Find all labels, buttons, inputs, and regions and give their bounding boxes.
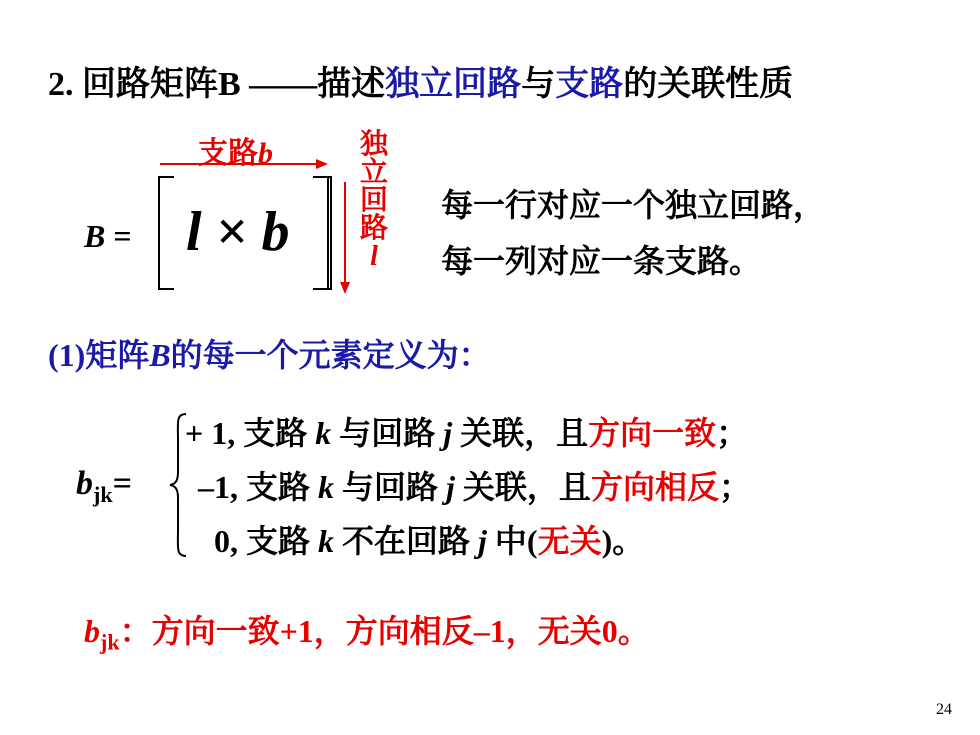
case-text: 不在回路 [334, 523, 479, 559]
matrix-left-bracket [158, 176, 174, 290]
case-text: 中( [486, 523, 538, 559]
section-subtitle [48, 330, 491, 376]
loop-axis-text: 独立回路 [359, 129, 388, 244]
definition-case-minus-one [198, 462, 751, 508]
loop-arrow-icon [339, 182, 351, 297]
case-text: 关联，且 [452, 415, 589, 451]
case-text: 与回路 [331, 415, 444, 451]
case-text: 与回路 [334, 469, 447, 505]
loop-axis-var: l [370, 241, 378, 272]
definition-case-zero [214, 516, 644, 562]
description-row: 每一行对应一个独立回路， [441, 187, 826, 223]
definition-lhs [76, 465, 132, 508]
case-text: 关联，且 [454, 469, 591, 505]
subtitle-suffix: 的每一个元素定义为： [170, 337, 491, 373]
page-number: 24 [936, 701, 952, 718]
definition-lhs-var: b [76, 465, 93, 502]
matrix-dimension: l × b [186, 201, 290, 263]
case-var-j: j [478, 523, 487, 559]
definition-case-plus-one [185, 408, 748, 454]
case-var-k: k [315, 415, 332, 451]
case-text: 支路 [246, 469, 319, 505]
definition-lhs-sub: jk [93, 481, 113, 507]
case-var-j: j [443, 415, 453, 451]
subtitle-var: B [149, 337, 171, 373]
case-value: + 1, [185, 415, 244, 451]
case-highlight: 方向相反 [590, 469, 719, 505]
subtitle-prefix: (1)矩阵 [48, 337, 150, 373]
slide-title [48, 56, 793, 105]
matrix-right-bracket-inner [320, 176, 332, 290]
branch-arrow-icon [160, 158, 330, 170]
case-end: ； [718, 469, 751, 505]
case-end: ； [716, 415, 749, 451]
case-highlight: 无关 [537, 523, 602, 559]
case-value: –1, [198, 469, 246, 505]
title-prefix: 2. 回路矩阵B ——描述 [48, 66, 386, 103]
branch-axis-var: b [258, 137, 273, 170]
loop-axis-label [352, 131, 396, 271]
case-var-k: k [318, 523, 335, 559]
summary-line [84, 606, 650, 655]
title-highlight-independent-loop: 独立回路 [385, 66, 522, 103]
case-var-j: j [446, 469, 455, 505]
summary-sub: jk [100, 629, 120, 655]
title-mid: 与 [521, 66, 556, 103]
matrix-lhs-eq: = [105, 218, 132, 254]
title-highlight-branch: 支路 [555, 66, 624, 103]
case-value: 0, [214, 523, 246, 559]
case-end: )。 [601, 523, 645, 559]
case-highlight: 方向一致 [588, 415, 717, 451]
case-var-k: k [318, 469, 335, 505]
matrix-lhs-var: B [84, 218, 106, 254]
branch-axis-text: 支路 [198, 137, 258, 170]
description-column: 每一列对应一条支路。 [441, 243, 762, 279]
summary-var: b [84, 613, 100, 649]
case-text: 支路 [246, 523, 319, 559]
case-text: 支路 [243, 415, 316, 451]
summary-text: ：方向一致+1，方向相反–1，无关0。 [119, 613, 650, 649]
matrix-lhs [84, 218, 132, 255]
definition-lhs-eq: = [112, 465, 132, 502]
title-suffix: 的关联性质 [623, 66, 794, 103]
